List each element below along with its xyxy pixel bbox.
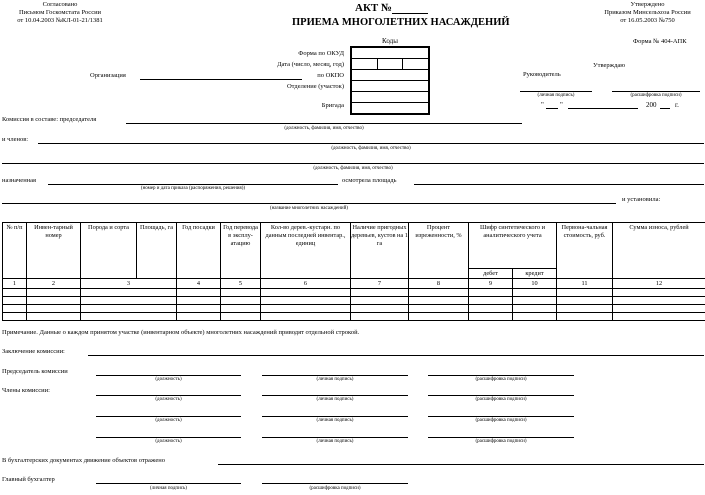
accountant-signature-caption: (личная подпись)	[150, 486, 187, 491]
act-title-number: АКТ №	[355, 2, 393, 14]
member3-signature-line[interactable]	[262, 437, 408, 438]
organization-label: Организация	[90, 72, 126, 79]
code-division[interactable]	[351, 81, 429, 92]
approved-line: Утверждено	[630, 1, 665, 8]
approved-block	[590, 1, 705, 25]
established-label: и установила:	[622, 196, 661, 203]
appointed-label: назначенная	[2, 177, 37, 184]
col-header-depreciation: Сумма износа, рублей	[613, 223, 705, 279]
col-number: 4	[177, 279, 221, 289]
code-extra[interactable]	[351, 92, 429, 103]
code-label-okpo: по ОКПО	[317, 72, 344, 79]
col-number: 8	[409, 279, 469, 289]
table-note: Примечание. Данные о каждом принятом участке (инвентарном объекте) многолетних насаждений приводят отдельной строкой.	[2, 329, 360, 336]
col-header-species: Порода и сорта	[81, 223, 137, 279]
member3-position-caption: (должность)	[155, 439, 182, 444]
col-number: 11	[557, 279, 613, 289]
member2-signature-caption: (личная подпись)	[316, 418, 354, 423]
member3-position-line[interactable]	[96, 437, 241, 438]
approved-line: Приказом Минсельхоза России	[604, 9, 691, 16]
member1-decode-line[interactable]	[428, 395, 574, 396]
member3-decode-line[interactable]	[428, 437, 574, 438]
members-caption-2: (должность, фамилия, имя, отчество)	[313, 166, 393, 171]
form-number: Форма № 404-АПК	[633, 38, 687, 45]
head-label: Руководитель	[523, 71, 561, 78]
member2-position-caption: (должность)	[155, 418, 182, 423]
chairman-label: Председатель комиссии	[2, 368, 68, 375]
chairman-signature-caption: (личная подпись)	[316, 377, 354, 382]
members-field-1[interactable]	[38, 143, 704, 144]
act-title: ПРИЕМА МНОГОЛЕТНИХ НАСАЖДЕНИЙ	[292, 17, 510, 28]
member2-position-line[interactable]	[96, 416, 241, 417]
head-decode-line[interactable]	[612, 91, 700, 92]
member1-signature-caption: (личная подпись)	[316, 397, 354, 402]
accountant-decode-caption: (расшифровка подписи)	[309, 486, 361, 491]
agreed-line: Согласовано	[42, 1, 78, 8]
members-signature-label: Члены комиссии:	[2, 387, 50, 394]
code-brigade[interactable]	[351, 103, 429, 115]
organization-field[interactable]	[140, 79, 302, 80]
code-date[interactable]	[351, 59, 429, 70]
col-header-sparseness: Процент изреженности, %	[409, 223, 469, 279]
members-label: и членов:	[2, 136, 29, 143]
head-signature-line[interactable]	[520, 91, 592, 92]
col-number: 1	[3, 279, 27, 289]
plantings-table	[2, 222, 705, 321]
member3-signature-caption: (личная подпись)	[316, 439, 354, 444]
col-header-debit: дебет	[469, 269, 513, 279]
area-field[interactable]	[414, 184, 704, 185]
date-quote-open: "	[541, 101, 544, 109]
member2-decode-caption: (расшифровка подписи)	[475, 418, 527, 423]
code-label-brigade: Бригада	[321, 102, 344, 109]
table-row[interactable]	[3, 313, 705, 321]
col-header-inventory: Инвен-тарный номер	[27, 223, 81, 279]
agreed-block	[0, 1, 120, 25]
date-month-line[interactable]	[568, 108, 638, 109]
plantings-caption: (название многолетних насаждений)	[270, 206, 348, 211]
col-header-initial-cost: Первона-чальная стоимость, руб.	[557, 223, 613, 279]
accountant-decode-line[interactable]	[262, 483, 408, 484]
member3-decode-caption: (расшифровка подписи)	[475, 439, 527, 444]
table-row[interactable]	[3, 289, 705, 297]
accounting-field[interactable]	[218, 464, 704, 465]
member1-position-line[interactable]	[96, 395, 241, 396]
col-number: 7	[351, 279, 409, 289]
chairman-position-line[interactable]	[96, 375, 241, 376]
col-header-credit: кредит	[513, 269, 557, 279]
chair-field[interactable]	[126, 123, 522, 124]
conclusion-field[interactable]	[88, 355, 704, 356]
conclusion-label: Заключение комиссии:	[2, 348, 65, 355]
accountant-signature-line[interactable]	[96, 483, 241, 484]
order-caption: (номер и дата приказа (распоряжения, решения))	[140, 186, 246, 191]
col-header-exploit-year: Год перевода в эксплу-атацию	[221, 223, 261, 279]
member1-position-caption: (должность)	[155, 397, 182, 402]
code-label-date: Дата (число, месяц, год)	[277, 61, 344, 68]
col-number: 12	[613, 279, 705, 289]
date-year-line[interactable]	[660, 108, 670, 109]
column-numbers-row	[3, 279, 705, 289]
plantings-field[interactable]	[2, 203, 616, 204]
code-okpo[interactable]	[351, 70, 429, 81]
agreed-line: Письмом Госкомстата России	[18, 9, 102, 16]
chair-label: Комиссия в составе: председателя	[2, 116, 97, 123]
col-header-tree-count: Кол-во дерев.-кустарн. по данным последней инвентар., единиц	[261, 223, 351, 279]
chairman-signature-line[interactable]	[262, 375, 408, 376]
col-header-suitable: Наличие пригодных деревьев, кустов на 1 га	[351, 223, 409, 279]
table-row[interactable]	[3, 297, 705, 305]
chair-caption: (должность, фамилия, имя, отчество)	[284, 126, 364, 131]
chairman-decode-line[interactable]	[428, 375, 574, 376]
chairman-decode-caption: (расшифровка подписи)	[475, 377, 527, 382]
members-field-2[interactable]	[2, 163, 704, 164]
col-number: 5	[221, 279, 261, 289]
col-number: 2	[27, 279, 81, 289]
member1-signature-line[interactable]	[262, 395, 408, 396]
code-label-division: Отделение (участок)	[286, 83, 344, 90]
order-field[interactable]	[48, 184, 338, 185]
col-number: 6	[261, 279, 351, 289]
col-header-area: Площадь, га	[137, 223, 177, 279]
accounting-label: В бухгалтерских документах движение объектов отражено	[2, 457, 165, 464]
approved-line: от 16.05.2003 №750	[620, 17, 675, 24]
member2-decode-line[interactable]	[428, 416, 574, 417]
chairman-position-caption: (должность)	[155, 377, 182, 382]
col-header-accounting-code: Шифр синтетического и аналитического учета	[469, 223, 557, 269]
col-header-plant-year: Год посадки	[177, 223, 221, 279]
date-quote-close: "	[560, 101, 563, 109]
chief-accountant-label: Главный бухгалтер	[2, 476, 55, 483]
member1-decode-caption: (расшифровка подписи)	[475, 397, 527, 402]
code-okud[interactable]	[351, 47, 429, 59]
members-caption-1: (должность, фамилия, имя, отчество)	[331, 146, 411, 151]
year-suffix: г.	[675, 101, 679, 109]
member2-signature-line[interactable]	[262, 416, 408, 417]
table-row[interactable]	[3, 305, 705, 313]
agreed-line: от 10.04.2003 №КЛ-01-21/1381	[17, 17, 103, 24]
head-decode-caption: (расшифровка подписи)	[630, 93, 682, 98]
codes-header: Коды	[351, 36, 429, 47]
date-day-line[interactable]	[546, 108, 558, 109]
codes-table	[350, 36, 430, 115]
col-number: 9	[469, 279, 513, 289]
col-number: 3	[81, 279, 177, 289]
code-label-okud: Форма по ОКУД	[298, 50, 344, 57]
year-prefix: 200	[646, 101, 657, 109]
head-signature-caption: (личная подпись)	[537, 93, 575, 98]
approve-title: Утверждаю	[593, 62, 626, 69]
col-header-num: № п/п	[3, 223, 27, 279]
col-number: 10	[513, 279, 557, 289]
inspected-label: осмотрела площадь	[342, 177, 397, 184]
act-number-line[interactable]	[392, 13, 428, 14]
